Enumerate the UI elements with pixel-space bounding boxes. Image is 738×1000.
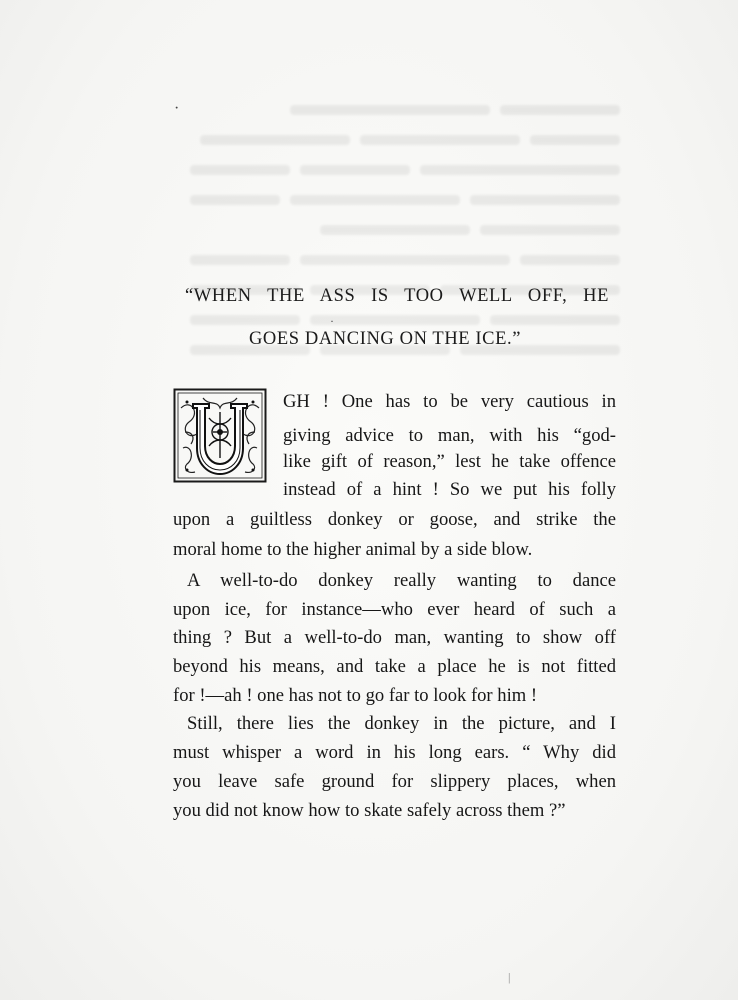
- text-line: moral home to the higher animal by a side blow.: [173, 539, 533, 560]
- show-through-shadow: [160, 95, 620, 425]
- text-line: you did not know how to skate safely across them ?”: [173, 800, 566, 821]
- text-line: GH ! One has to be very cautious in: [283, 391, 616, 412]
- text-line: instead of a hint ! So we put his folly: [283, 479, 616, 500]
- text-line: thing ? But a well-to-do man, wanting to show off: [173, 627, 616, 648]
- text-line: for !—ah ! one has not to go far to look for him !: [173, 685, 538, 706]
- stray-mark: ·: [174, 100, 180, 117]
- chapter-title-line-2: GOES DANCING ON THE ICE.”: [248, 329, 522, 349]
- text-line: upon a guiltless donkey or goose, and strike the: [173, 509, 616, 530]
- text-line: you leave safe ground for slippery places, when: [173, 771, 616, 792]
- stray-mark: ·: [330, 314, 334, 328]
- chapter-title-line-1: “WHEN THE ASS IS TOO WELL OFF, HE: [185, 286, 609, 306]
- text-line: like gift of reason,” lest he take offence: [283, 451, 616, 472]
- ornamental-drop-cap-u-icon: [173, 388, 267, 483]
- text-line: Still, there lies the donkey in the picture, and I: [187, 713, 616, 734]
- text-line: A well-to-do donkey really wanting to dance: [187, 570, 616, 591]
- text-line: must whisper a word in his long ears. “ Why did: [173, 742, 616, 763]
- text-line: beyond his means, and take a place he is not fitted: [173, 656, 616, 677]
- text-line: giving advice to man, with his “god-: [283, 425, 616, 446]
- stray-mark: |: [508, 970, 511, 984]
- text-line: upon ice, for instance—who ever heard of such a: [173, 599, 616, 620]
